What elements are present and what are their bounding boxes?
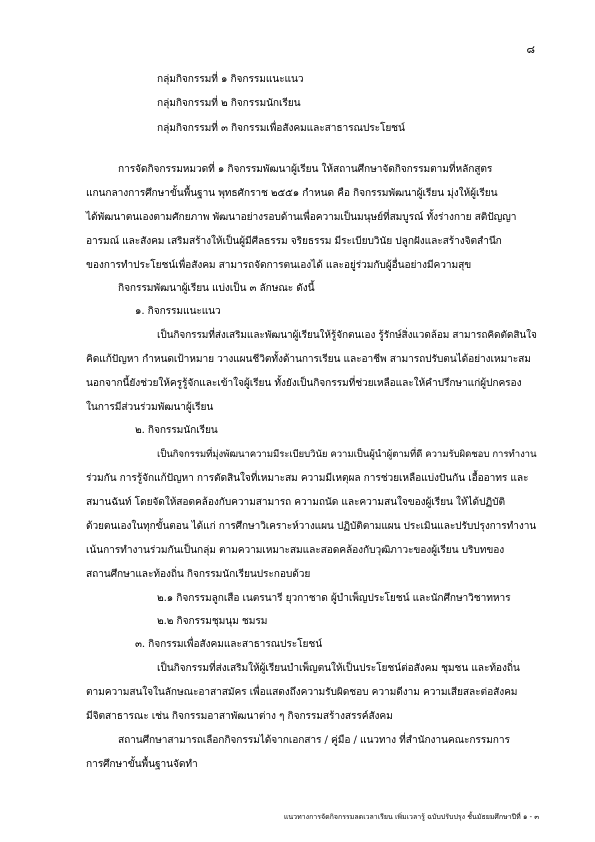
group-3: กลุ่มกิจกรรมที่ ๓ กิจกรรมเพื่อสังคมและสาธารณประโยชน์ xyxy=(157,123,405,134)
page-number: ๘ xyxy=(526,43,535,56)
paragraph-line: อารมณ์ และสังคม เสริมสร้างให้เป็นผู้มีศีลธรรม จริยธรรม มีระเบียบวินัย ปลูกฝังและสร้างจิตสำนึก xyxy=(86,236,502,247)
paragraph-line: คิดแก้ปัญหา กำหนดเป้าหมาย วางแผนชีวิตทั้งด้านการเรียน และอาชีพ สามารถปรับตนได้อย่างเหมาะสม xyxy=(86,354,531,365)
paragraph-line: เน้นการทำงานร่วมกันเป็นกลุ่ม ตามความเหมาะสมและสอดคล้องกับวุฒิภาวะของผู้เรียน บริบทของ xyxy=(86,545,505,556)
paragraph-line: ๒.๑ กิจกรรมลูกเสือ เนตรนารี ยุวกาชาด ผู้บำเพ็ญประโยชน์ และนักศึกษาวิชาทหาร xyxy=(157,593,511,604)
group-2: กลุ่มกิจกรรมที่ ๒ กิจกรรมนักเรียน xyxy=(157,98,301,109)
paragraph-line: สถานศึกษาและท้องถิ่น กิจกรรมนักเรียนประกอบด้วย xyxy=(86,569,311,580)
group-1: กลุ่มกิจกรรมที่ ๑ กิจกรรมแนะแนว xyxy=(157,74,304,85)
paragraph-line: นอกจากนี้ยังช่วยให้ครูรู้จักและเข้าใจผู้เรียน ทั้งยังเป็นกิจกรรมที่ช่วยเหลือและให้คำปรึกษาแก่ผู้ปกครอง xyxy=(86,378,522,389)
paragraph-line: เป็นกิจกรรมที่ส่งเสริมและพัฒนาผู้เรียนให้รู้จักตนเอง รู้รักษ์สิ่งแวดล้อม สามารถคิดตัดสินใจ xyxy=(157,330,537,341)
paragraph-line: ของการทำประโยชน์เพื่อสังคม สามารถจัดการตนเองได้ และอยู่ร่วมกับผู้อื่นอย่างมีความสุข xyxy=(86,260,472,271)
paragraph-line: กิจกรรมพัฒนาผู้เรียน แบ่งเป็น ๓ ลักษณะ ดังนี้ xyxy=(118,283,315,294)
section-heading: ๒. กิจกรรมนักเรียน xyxy=(135,425,218,436)
section-heading: ๑. กิจกรรมแนะแนว xyxy=(135,306,221,317)
paragraph-line: ร่วมกัน การรู้จักแก้ปัญหา การตัดสินใจที่เหมาะสม ความมีเหตุผล การช่วยเหลือแบ่งปันกัน เอื้ออาทร และ xyxy=(86,473,529,484)
section-heading: ๓. กิจกรรมเพื่อสังคมและสาธารณประโยชน์ xyxy=(135,639,323,650)
paragraph-line: การศึกษาขั้นพื้นฐานจัดทำ xyxy=(86,759,198,770)
paragraph-line: แกนกลางการศึกษาขั้นพื้นฐาน พุทธศักราช ๒๕๕๑ กำหนด คือ กิจกรรมพัฒนาผู้เรียน มุ่งให้ผู้เรียน xyxy=(86,188,498,199)
paragraph-line: ในการมีส่วนร่วมพัฒนาผู้เรียน xyxy=(86,402,214,413)
paragraph-line: เป็นกิจกรรมที่มุ่งพัฒนาความมีระเบียบวินัย ความเป็นผู้นำผู้ตามที่ดี ความรับผิดชอบ การทำงาน xyxy=(157,449,537,460)
paragraph-line: สมานฉันท์ โดยจัดให้สอดคล้องกับความสามารถ ความถนัด และความสนใจของผู้เรียน ให้ได้ปฏิบัติ xyxy=(86,497,505,508)
paragraph-line: สถานศึกษาสามารถเลือกกิจกรรมได้จากเอกสาร / คู่มือ / แนวทาง ที่สำนักงานคณะกรรมการ xyxy=(118,735,510,746)
paragraph-line: ๒.๒ กิจกรรมชุมนุม ชมรม xyxy=(157,616,268,627)
paragraph-line: ได้พัฒนาตนเองตามศักยภาพ พัฒนาอย่างรอบด้านเพื่อความเป็นมนุษย์ที่สมบูรณ์ ทั้งร่างกาย สติปัญญา xyxy=(86,212,517,223)
paragraph-line: เป็นกิจกรรมที่ส่งเสริมให้ผู้เรียนบำเพ็ญตนให้เป็นประโยชน์ต่อสังคม ชุมชน และท้องถิ่น xyxy=(157,663,520,674)
paragraph-line: ตามความสนใจในลักษณะอาสาสมัคร เพื่อแสดงถึงความรับผิดชอบ ความดีงาม ความเสียสละต่อสังคม xyxy=(86,687,518,698)
paragraph-line: การจัดกิจกรรมหมวดที่ ๑ กิจกรรมพัฒนาผู้เรียน ให้สถานศึกษาจัดกิจกรรมตามที่หลักสูตร xyxy=(118,164,493,175)
paragraph-line: ด้วยตนเองในทุกขั้นตอน ได้แก่ การศึกษาวิเคราะห์วางแผน ปฏิบัติตามแผน ประเมินและปรับปรุงการทำงาน xyxy=(86,521,537,532)
paragraph-line: มีจิตสาธารณะ เช่น กิจกรรมอาสาพัฒนาต่าง ๆ กิจกรรมสร้างสรรค์สังคม xyxy=(86,711,393,722)
page-footer: แนวทางการจัดกิจกรรมลดเวลาเรียน เพิ่มเวลารู้ ฉบับปรับปรุง ชั้นมัธยมศึกษาปีที่ ๑ - ๓ xyxy=(283,813,539,821)
